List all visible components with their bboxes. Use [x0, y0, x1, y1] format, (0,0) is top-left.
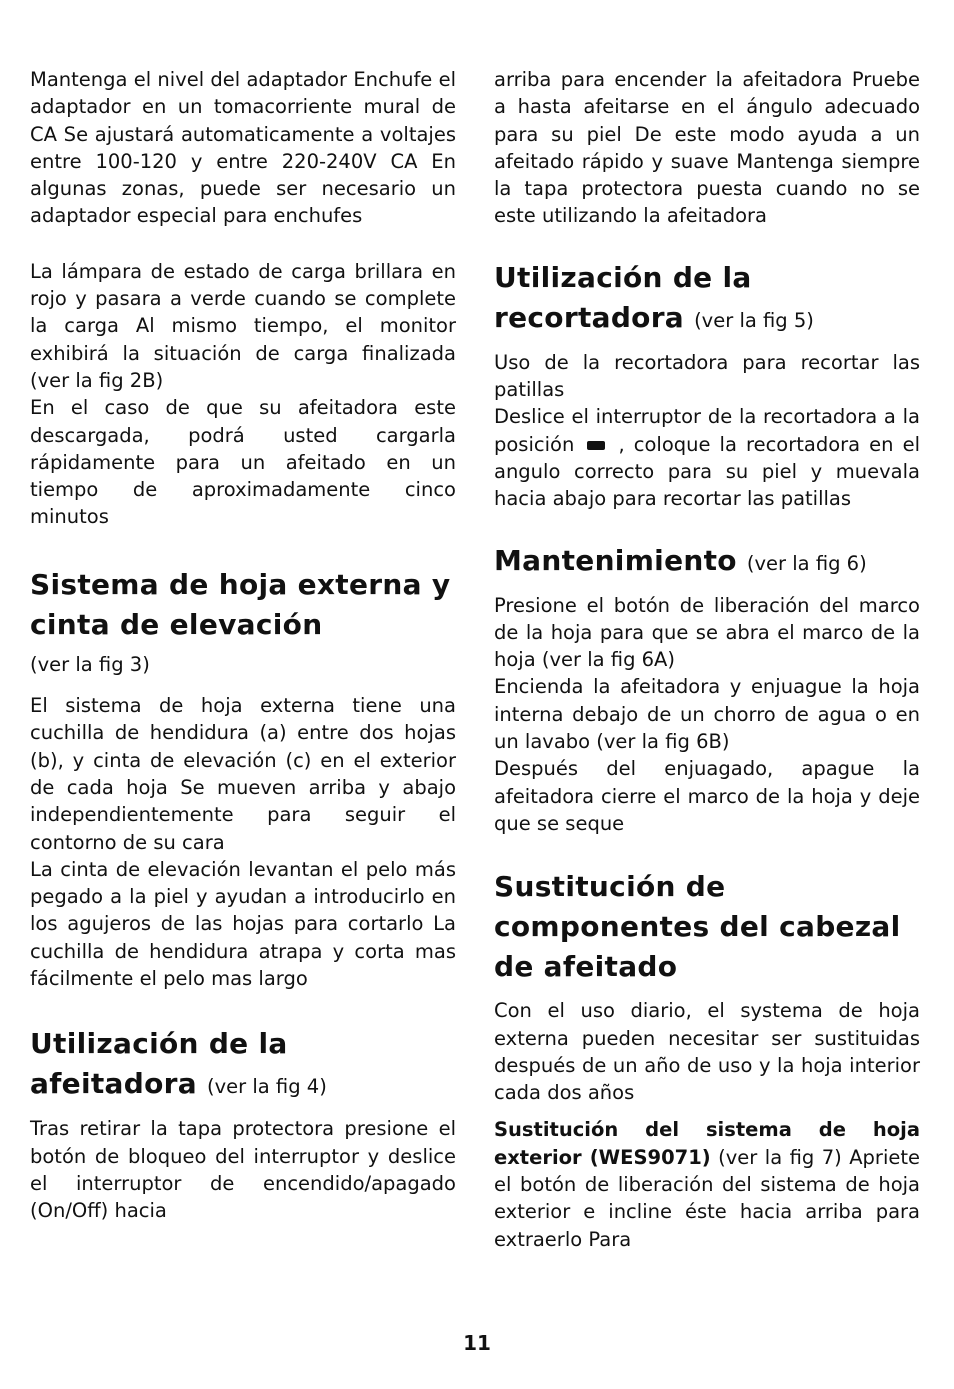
paragraph-adapter: Mantenga el nivel del adaptador Enchufe el adaptador en un tomacorriente mural de CA Se ajustará automaticamente a voltajes entre 100-120 y entre 220-240V CA En algunas zonas, puede ser necesario un adaptador especial para enchufes — [30, 68, 456, 228]
ref-fig-7: (ver la fig 7) — [718, 1145, 842, 1169]
left-column — [30, 66, 456, 1225]
paragraph-presione: Presione el botón de liberación del marco de la hoja para que se abra el marco de la hoja (ver la fig 6A) — [494, 593, 920, 672]
paragraph-cinta-elevacion: La cinta de elevación levantan el pelo más pegado a la piel y ayudan a introducirlo en los agujeros de las hojas para cortarlo La cuchilla de hendidura atrapa y corta mas fácilmente el pelo mas largo — [30, 857, 456, 991]
ref-fig-4: (ver la fig 4) — [207, 1075, 327, 1099]
heading-utilizacion-recortadora — [494, 258, 920, 341]
heading-sustitucion: Sustitución de componentes del cabezal de afeitado — [494, 870, 901, 984]
paragraph-quick-charge: En el caso de que su afeitadora este descargada, podrá usted cargarla rápidamente para un afeitado en un tiempo de aproximadamente cinco minutos — [30, 396, 456, 529]
heading-utilizacion-afeitadora — [30, 1024, 456, 1107]
paragraph-deslice-recortadora — [494, 403, 920, 512]
paragraph-tras-retirar: Tras retirar la tapa protectora presione el botón de bloqueo del interruptor y deslice el interruptor de encendido/apagado (On/Off) hacia — [30, 1117, 456, 1223]
paragraph-despues: Después del enjuagado, apague la afeitadora cierre el marco de la hoja y deje que se seque — [494, 757, 920, 835]
text-coloque: , coloque la recortadora en el angulo correcto para su piel y muevala hacia abajo para recortar las patillas — [494, 432, 921, 511]
paragraph-sistema-hoja: El sistema de hoja externa tiene una cuchilla de hendidura (a) entre dos hojas (b), y cinta de elevación (c) en el exterior de cada hoja Se mueven arriba y abajo independientemente para seguir el contorno de su cara — [30, 694, 456, 854]
heading-afeitadora-text: Utilización de la afeitadora — [30, 1027, 288, 1101]
paragraph-uso-diario: Con el uso diario, el systema de hoja externa pueden necesitar ser sustituidas después de un año de uso y la hoja interior cada dos años — [494, 999, 920, 1105]
paragraph-sustitucion-exterior — [494, 1116, 920, 1252]
paragraph-uso-recortadora: Uso de la recortadora para recortar las patillas — [494, 350, 920, 402]
paragraph-charge-lamp: La lámpara de estado de carga brillara en rojo y pasara a verde cuando se complete la carga Al mismo tiempo, el monitor exhibirá la situación de carga finalizada (ver la fig 2B) — [30, 259, 456, 392]
right-column — [494, 66, 920, 1253]
ref-fig-6: (ver la fig 6) — [746, 551, 867, 575]
text-deslice: Deslice el interruptor de la recortadora a la posición — [494, 405, 920, 456]
paragraph-encienda: Encienda la afeitadora y enjuague la hoja interna debajo de un chorro de agua o en un lavabo (ver la fig 6B) — [494, 675, 920, 754]
ref-fig-3: (ver la fig 3) — [30, 652, 150, 676]
heading-sistema-hoja: Sistema de hoja externa y cinta de elevación — [30, 567, 451, 641]
trimmer-position-icon — [587, 441, 605, 450]
page-number: 11 — [463, 1331, 491, 1355]
heading-mantenimiento-text: Mantenimiento — [494, 543, 737, 577]
heading-recortadora-text: Utilización de la recortadora — [494, 260, 752, 334]
text-apriete: Apriete el botón de liberación del sistema de hoja exterior e incline éste hacia arriba para extraerlo Para — [494, 1145, 920, 1251]
subheading-sustitucion-exterior: Sustitución del sistema de hoja exterior (WES9071) — [494, 1118, 920, 1169]
ref-fig-5: (ver la fig 5) — [694, 308, 814, 332]
heading-mantenimiento — [494, 541, 920, 584]
paragraph-encender: arriba para encender la afeitadora Pruebe a hasta afeitarse en el ángulo adecuado para su piel De este modo ayuda a un afeitado rápido y suave Mantenga siempre la tapa protectora puesta cuando no se este utilizando la afeitadora — [494, 68, 920, 228]
